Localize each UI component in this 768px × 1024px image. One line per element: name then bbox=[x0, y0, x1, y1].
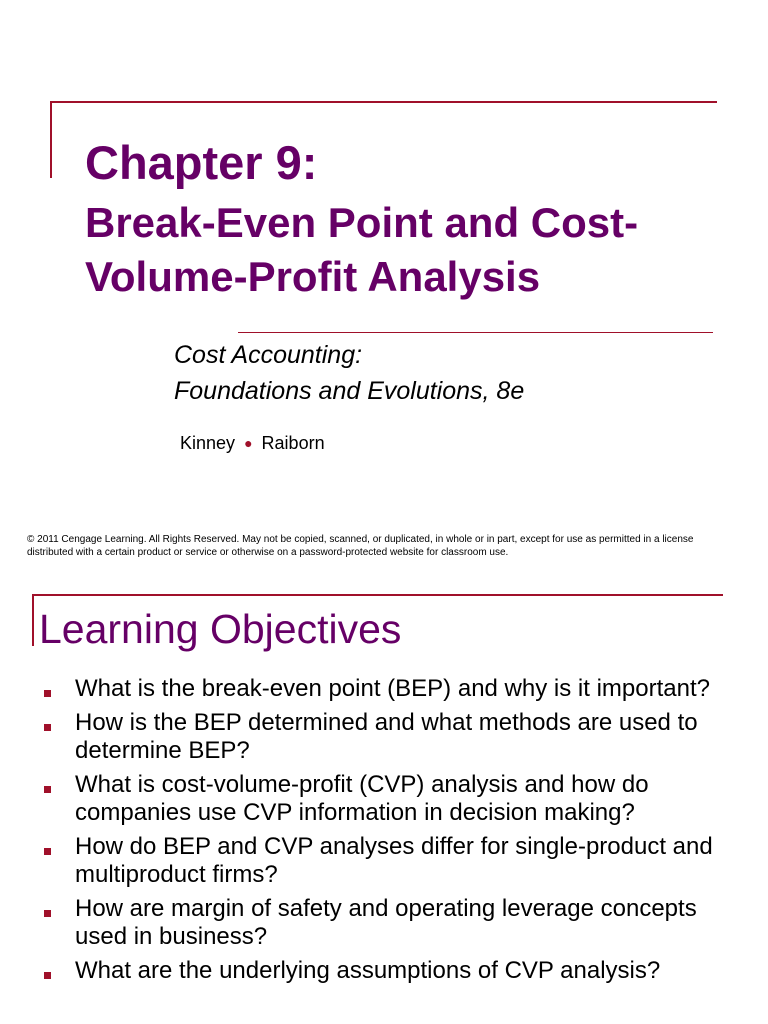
list-item-text: What is cost-volume-profit (CVP) analysis and how do companies use CVP information in decision making? bbox=[75, 771, 649, 826]
list-item bbox=[44, 709, 744, 765]
square-bullet-icon bbox=[44, 690, 51, 697]
list-item bbox=[44, 833, 744, 889]
top-divider bbox=[32, 594, 723, 596]
square-bullet-icon bbox=[44, 786, 51, 793]
list-item bbox=[44, 771, 744, 827]
chapter-subtitle: Break-Even Point and Cost-Volume-Profit Analysis bbox=[85, 199, 639, 300]
copyright-notice: © 2011 Cengage Learning. All Rights Reserved. May not be copied, scanned, or duplicated, in whole or in part, except for use as permitted in a license distributed with a certain product or service or otherwise on a password-protected website for classroom use. bbox=[27, 534, 694, 558]
book-title bbox=[174, 337, 524, 409]
list-item-text: How is the BEP determined and what methods are used to determine BEP? bbox=[75, 709, 698, 764]
top-divider bbox=[50, 101, 717, 103]
author-name: Kinney bbox=[180, 433, 236, 453]
list-item-text: What are the underlying assumptions of CVP analysis? bbox=[75, 957, 661, 984]
middle-divider bbox=[238, 332, 713, 333]
list-item bbox=[44, 675, 744, 703]
authors bbox=[180, 431, 325, 456]
list-item-text: What is the break-even point (BEP) and why is it important? bbox=[75, 675, 710, 702]
list-item-text: How do BEP and CVP analyses differ for single-product and multiproduct firms? bbox=[75, 833, 713, 888]
square-bullet-icon bbox=[44, 972, 51, 979]
objectives-list bbox=[44, 675, 744, 991]
book-title-line-2: Foundations and Evolutions, 8e bbox=[174, 377, 525, 405]
list-item-text: How are margin of safety and operating leverage concepts used in business? bbox=[75, 895, 697, 950]
list-item bbox=[44, 957, 744, 985]
square-bullet-icon bbox=[44, 724, 51, 731]
square-bullet-icon bbox=[44, 910, 51, 917]
left-divider bbox=[50, 101, 52, 178]
chapter-heading: Chapter 9: bbox=[85, 136, 318, 189]
slide-title: Learning Objectives bbox=[39, 606, 402, 652]
book-title-line-1: Cost Accounting: bbox=[174, 341, 363, 369]
dot-icon: ● bbox=[244, 435, 253, 451]
square-bullet-icon bbox=[44, 848, 51, 855]
left-divider bbox=[32, 594, 34, 646]
list-item bbox=[44, 895, 744, 951]
author-name: Raiborn bbox=[261, 433, 325, 453]
